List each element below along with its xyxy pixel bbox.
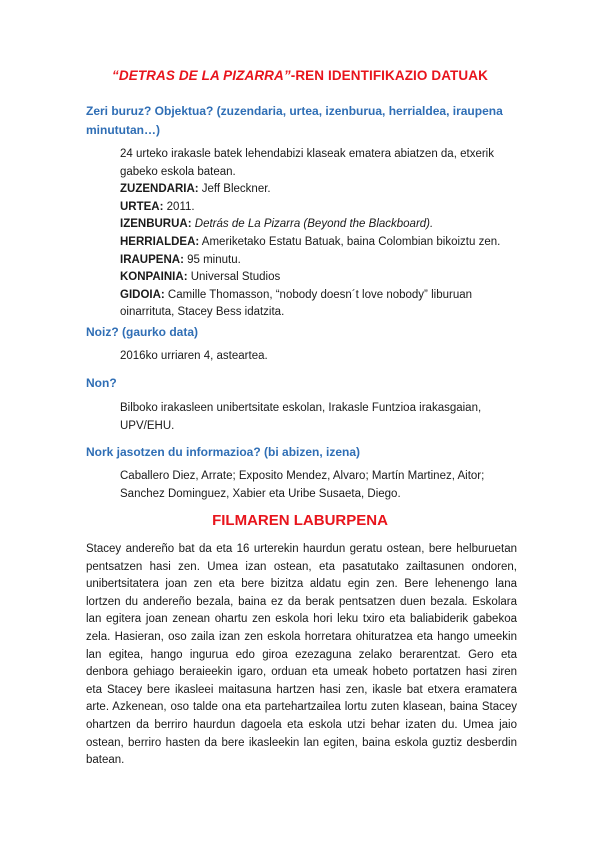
question-what: Zeri buruz? Objektua? (zuzendaria, urtea, izenburua, herrialdea, iraupena minututan…) xyxy=(86,104,503,137)
company-label: KONPAINIA xyxy=(120,271,184,284)
year-label: URTEA xyxy=(120,200,160,213)
director-line: ZUZENDARIA: Jeff Bleckner. xyxy=(120,183,271,196)
place-block xyxy=(120,400,520,435)
title-rest: -REN IDENTIFIKAZIO DATUAK xyxy=(290,68,488,83)
country-value: Ameriketako Estatu Batuak, baina Colombian bikoiztu zen. xyxy=(199,235,501,248)
year-line: URTEA: 2011. xyxy=(120,200,195,213)
year-value: 2011. xyxy=(163,200,195,213)
authors-text: Caballero Diez, Arrate; Exposito Mendez, Alvaro; Martín Martinez, Aitor; Sanchez Dominguez, Xabier eta Uribe Susaeta, Diego. xyxy=(120,470,485,500)
title-value: Detrás de La Pizarra (Beyond the Blackboard). xyxy=(191,218,434,231)
title-line: IZENBURUA: Detrás de La Pizarra (Beyond the Blackboard). xyxy=(120,218,434,231)
authors-block xyxy=(120,468,520,503)
date-text: 2016ko urriaren 4, asteartea. xyxy=(120,350,268,362)
question-when: Noiz? (gaurko data) xyxy=(86,325,199,339)
company-line: KONPAINIA: Universal Studios xyxy=(120,271,281,284)
script-label: GIDOIA xyxy=(120,288,161,301)
summary-heading: FILMAREN LABURPENA xyxy=(212,512,388,529)
film-title-italic: “DETRAS DE LA PIZARRA” xyxy=(112,68,291,83)
director-value: Jeff Bleckner. xyxy=(198,183,271,196)
duration-label: IRAUPENA xyxy=(120,253,181,266)
duration-value: 95 minutu. xyxy=(183,253,241,266)
country-label: HERRIALDEA xyxy=(120,235,196,248)
film-intro: 24 urteko irakasle batek lehendabizi klaseak ematera abiatzen da, etxerik gabeko eskola batean. xyxy=(120,148,494,178)
place-text: Bilboko irakasleen unibertsitate eskolan, Irakasle Funtzioa irakasgaian, UPV/EHU. xyxy=(120,402,482,432)
page-title xyxy=(0,68,600,83)
title-label: IZENBURUA xyxy=(120,218,188,231)
question-where: Non? xyxy=(86,376,117,390)
question-who: Nork jasotzen du informazioa? (bi abizen, izena) xyxy=(86,445,361,459)
film-info-block xyxy=(120,146,520,322)
duration-line: IRAUPENA: 95 minutu. xyxy=(120,253,241,266)
director-label: ZUZENDARIA xyxy=(120,183,195,196)
date-block xyxy=(120,348,520,366)
script-value: Camille Thomasson, “nobody doesn´t love nobody” liburuan oinarrituta, Stacey Bess idatzita. xyxy=(120,288,472,319)
country-line: HERRIALDEA: Ameriketako Estatu Batuak, baina Colombian bikoiztu zen. xyxy=(120,235,501,248)
script-line: GIDOIA: Camille Thomasson, “nobody doesn´t love nobody” liburuan oinarrituta, Stacey Bess idatzita. xyxy=(120,288,472,319)
summary-text: Stacey andereño bat da eta 16 urterekin haurdun geratu ostean, bere helburuetan pentsatzen hasi zen. Umea izan ostean, eta pasatutako zailtasunen ondoren, unibertsitatera joan zen eta bere bizitza aldatu egin zen. Bere lehenengo lana lortzen du andereño bezala, baina ez da berak pentsatzen duen bezala. Eskolara lan egitera joan zenean ohartu zen eskola hori leku txiro eta baliabiderik gabekoa zela. Hasieran, oso zaila izan zen eskola horretara ohituratzea eta hango umeekin lan egitea, hango ingurua edo giroa ezezaguna zelako berarentzat. Gero eta denbora gehiago beraieekin igaro, orduan eta umeak hobeto portatzen hasi ziren eta Stacey bere ikasleei maitasuna hartzen hasi zen, ikasle bat etxera eramatera arte. Azkenean, oso talde ona eta partehartzailea lortu zuten klasean, baina Stacey ohartzen da berriro haurdun dagoela eta eskola utzi behar izaten du. Umea jaio ostean, berriro hasten da bere ikasleekin lan egiten, baina eskola guztiz desberdin batean. xyxy=(86,543,517,767)
company-value: Universal Studios xyxy=(187,271,281,284)
